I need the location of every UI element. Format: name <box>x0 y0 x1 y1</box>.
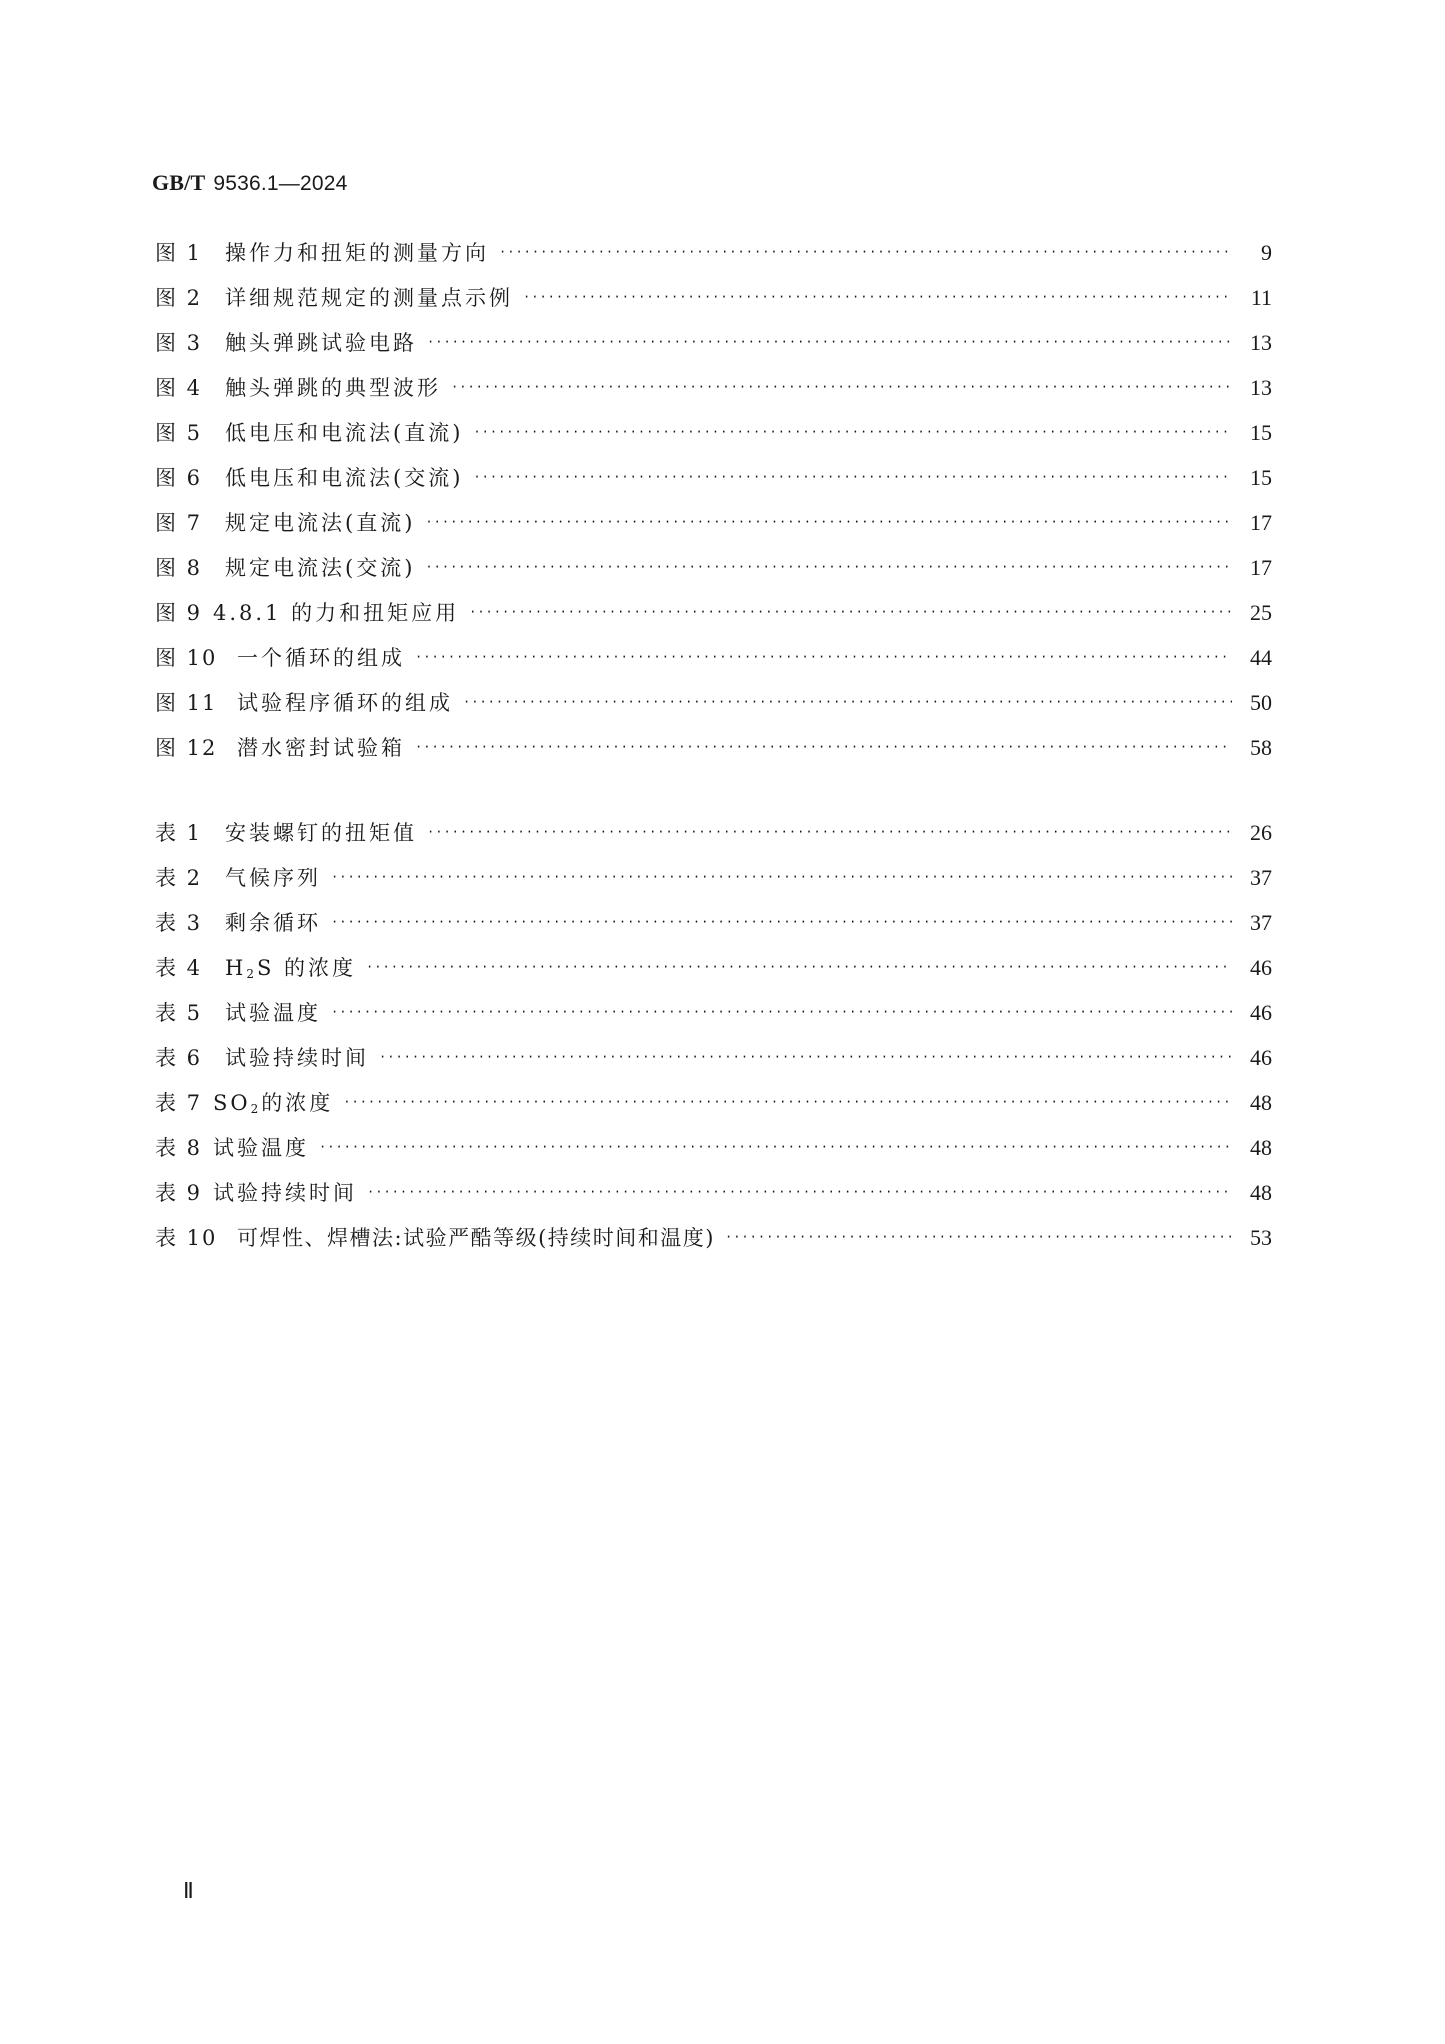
entry-label: 图 3 <box>155 331 203 355</box>
dot-leader <box>319 1132 1232 1162</box>
dot-leader <box>523 282 1232 312</box>
entry-page: 37 <box>1250 865 1272 890</box>
entry-title: 规定电流法(交流) <box>225 556 416 580</box>
toc-entry-table-2[interactable] <box>155 863 1272 908</box>
entry-title: 规定电流法(直流) <box>225 511 416 535</box>
dot-leader <box>425 507 1232 537</box>
entry-title: 触头弹跳试验电路 <box>225 331 417 355</box>
entry-title: 试验温度 <box>213 1136 309 1160</box>
entry-label: 表 2 <box>155 866 203 890</box>
dot-leader <box>331 997 1232 1027</box>
toc-entry-figure-5[interactable] <box>155 418 1272 463</box>
standard-number: 9536.1—2024 <box>213 172 348 195</box>
entry-page: 11 <box>1250 285 1272 310</box>
document-header <box>152 170 348 196</box>
dot-leader <box>463 687 1232 717</box>
entry-label: 图 11 <box>155 691 218 715</box>
entry-page: 50 <box>1250 690 1272 715</box>
standard-code: GB/T <box>152 170 206 195</box>
entry-page: 44 <box>1250 645 1272 670</box>
entry-title: 剩余循环 <box>225 911 321 935</box>
toc-entry-table-10[interactable] <box>155 1223 1272 1268</box>
entry-title: 试验程序循环的组成 <box>237 691 453 715</box>
entry-title: 操作力和扭矩的测量方向 <box>225 241 489 265</box>
entry-title <box>225 953 366 989</box>
entry-label: 图 5 <box>155 421 203 445</box>
entry-label: 图 7 <box>155 511 203 535</box>
formula-text: H <box>225 956 247 980</box>
entry-label: 图 2 <box>155 286 203 310</box>
dot-leader <box>425 552 1232 582</box>
dot-leader <box>725 1222 1232 1252</box>
list-of-tables <box>155 818 1272 1268</box>
entry-page: 17 <box>1250 555 1272 580</box>
entry-title: 潜水密封试验箱 <box>237 736 405 760</box>
toc-entry-table-8[interactable] <box>155 1133 1272 1178</box>
entry-title <box>213 1088 343 1124</box>
title-text: 的浓度 <box>261 1091 334 1115</box>
toc-entry-figure-1[interactable] <box>155 238 1272 283</box>
page-number-footer: Ⅱ <box>183 1878 194 1903</box>
dot-leader <box>473 417 1232 447</box>
toc-entry-table-5[interactable] <box>155 998 1272 1043</box>
toc-entry-figure-2[interactable] <box>155 283 1272 328</box>
dot-leader <box>499 237 1232 267</box>
title-text: S 的浓度 <box>256 956 357 980</box>
entry-page: 37 <box>1250 910 1272 935</box>
toc-entry-table-7[interactable] <box>155 1088 1272 1133</box>
entry-label: 表 6 <box>155 1046 203 1070</box>
entry-page: 58 <box>1250 735 1272 760</box>
entry-page: 48 <box>1250 1135 1272 1160</box>
entry-page: 15 <box>1250 420 1272 445</box>
entry-page: 25 <box>1250 600 1272 625</box>
toc-entry-figure-11[interactable] <box>155 688 1272 733</box>
entry-title: 低电压和电流法(直流) <box>225 421 464 445</box>
toc-entry-table-6[interactable] <box>155 1043 1272 1088</box>
dot-leader <box>366 952 1232 982</box>
entry-page: 46 <box>1250 955 1272 980</box>
toc-entry-figure-3[interactable] <box>155 328 1272 373</box>
toc-entry-table-1[interactable] <box>155 818 1272 863</box>
dot-leader <box>473 462 1232 492</box>
entry-label: 图 9 <box>155 601 203 625</box>
entry-label: 图 4 <box>155 376 203 400</box>
entry-title: 触头弹跳的典型波形 <box>225 376 441 400</box>
formula-text: SO <box>213 1091 251 1115</box>
entry-label: 图 6 <box>155 466 203 490</box>
entry-page: 48 <box>1250 1180 1272 1205</box>
entry-label: 表 5 <box>155 1001 203 1025</box>
entry-page: 13 <box>1250 330 1272 355</box>
entry-title: 详细规范规定的测量点示例 <box>225 286 513 310</box>
entry-label: 表 3 <box>155 911 203 935</box>
entry-title: 试验持续时间 <box>213 1181 357 1205</box>
entry-page: 9 <box>1261 240 1272 265</box>
toc-entry-table-4[interactable] <box>155 953 1272 998</box>
dot-leader <box>379 1042 1232 1072</box>
entry-title: 可焊性、焊槽法:试验严酷等级(持续时间和温度) <box>237 1226 715 1250</box>
toc-entry-figure-7[interactable] <box>155 508 1272 553</box>
entry-title: 低电压和电流法(交流) <box>225 466 464 490</box>
entry-label: 表 8 <box>155 1136 203 1160</box>
entry-page: 48 <box>1250 1090 1272 1115</box>
entry-label: 图 12 <box>155 736 218 760</box>
toc-entry-table-3[interactable] <box>155 908 1272 953</box>
dot-leader <box>451 372 1232 402</box>
list-of-figures <box>155 238 1272 778</box>
entry-label: 表 10 <box>155 1226 218 1250</box>
toc-entry-figure-9[interactable] <box>155 598 1272 643</box>
entry-page: 17 <box>1250 510 1272 535</box>
dot-leader <box>343 1087 1232 1117</box>
entry-label: 表 1 <box>155 821 203 845</box>
dot-leader <box>469 597 1232 627</box>
dot-leader <box>415 732 1232 762</box>
entry-title: 一个循环的组成 <box>237 646 405 670</box>
entry-title: 4.8.1 的力和扭矩应用 <box>213 601 460 625</box>
dot-leader <box>415 642 1232 672</box>
dot-leader <box>331 862 1232 892</box>
entry-label: 图 8 <box>155 556 203 580</box>
dot-leader <box>367 1177 1232 1207</box>
entry-page: 15 <box>1250 465 1272 490</box>
entry-title: 试验温度 <box>225 1001 321 1025</box>
dot-leader <box>427 327 1232 357</box>
entry-label: 图 1 <box>155 241 203 265</box>
entry-label: 表 9 <box>155 1181 203 1205</box>
toc-entry-table-9[interactable] <box>155 1178 1272 1223</box>
entry-label: 表 4 <box>155 956 203 980</box>
toc-entry-figure-6[interactable] <box>155 463 1272 508</box>
entry-page: 53 <box>1250 1225 1272 1250</box>
entry-page: 26 <box>1250 820 1272 845</box>
entry-label: 表 7 <box>155 1091 203 1115</box>
entry-page: 46 <box>1250 1045 1272 1070</box>
entry-title: 试验持续时间 <box>225 1046 369 1070</box>
toc-entry-figure-8[interactable] <box>155 553 1272 598</box>
toc-entry-figure-12[interactable] <box>155 733 1272 778</box>
entry-page: 46 <box>1250 1000 1272 1025</box>
entry-title: 安装螺钉的扭矩值 <box>225 821 417 845</box>
subscript: 2 <box>250 1102 262 1116</box>
entry-page: 13 <box>1250 375 1272 400</box>
subscript: 2 <box>246 967 257 981</box>
entry-title: 气候序列 <box>225 866 321 890</box>
dot-leader <box>331 907 1232 937</box>
toc-entry-figure-10[interactable] <box>155 643 1272 688</box>
dot-leader <box>427 817 1232 847</box>
entry-label: 图 10 <box>155 646 218 670</box>
toc-entry-figure-4[interactable] <box>155 373 1272 418</box>
